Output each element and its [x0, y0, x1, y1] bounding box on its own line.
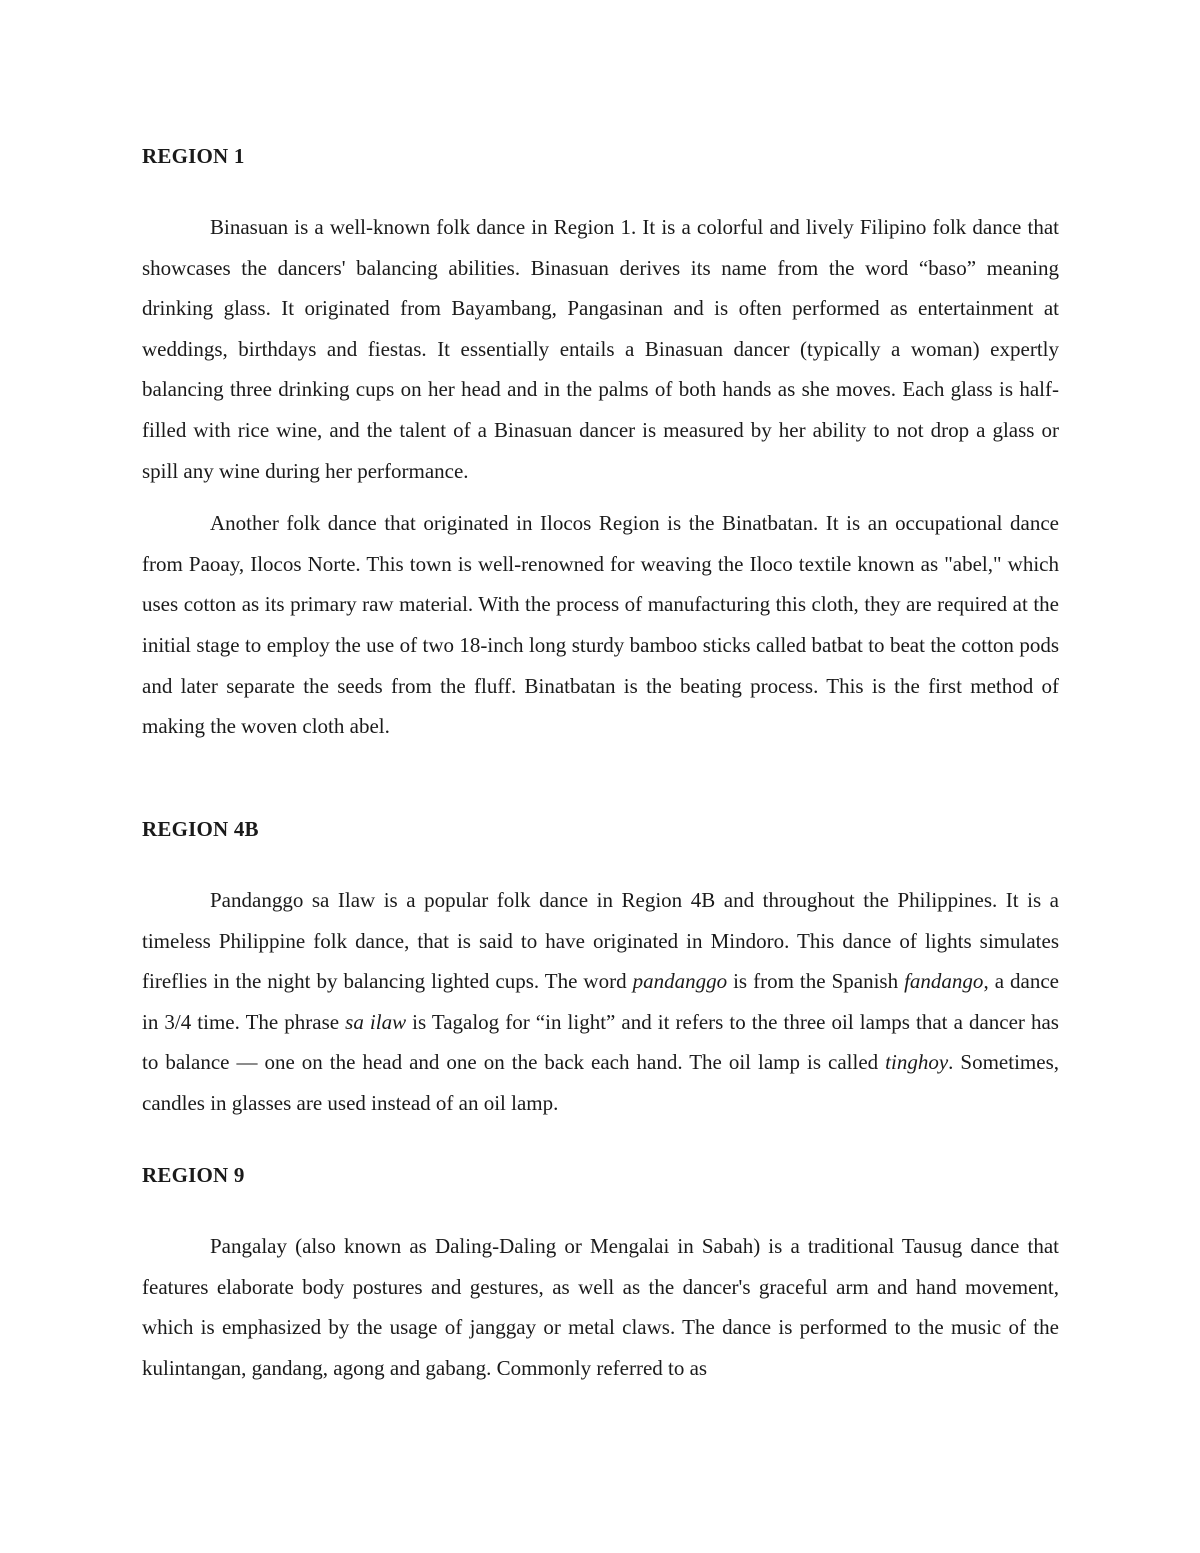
text-run: is from the Spanish — [727, 969, 905, 994]
paragraph — [142, 1226, 1059, 1388]
section-heading: REGION 9 — [142, 1163, 245, 1187]
section-heading: REGION 4B — [142, 817, 259, 841]
text-run: Another folk dance that originated in Ilocos Region is the Binatbatan. It is an occupational dance from Paoay, Ilocos Norte. This town is well-renowned for weaving the Iloco textile known as "abel," which uses cotton as its primary raw material. With the process of manufacturing this cloth, they are required at the initial stage to employ the use of two 18-inch long sturdy bamboo sticks called batbat to beat the cotton pods and later separate the seeds from the fluff. Binatbatan is the beating process. This is the first method of making the woven cloth abel. — [142, 511, 1059, 739]
text-run: is Tagalog for “in light” and it refers to the three oil lamps that a dancer has to balance — one on the head and one on the back each hand. The oil lamp is called — [142, 1009, 1059, 1075]
italic-term: pandanggo — [632, 969, 728, 994]
section-region-1 — [142, 143, 1059, 747]
paragraph — [142, 503, 1059, 747]
text-run: Pandanggo sa Ilaw is a popular folk dance in Region 4B and throughout the Philippines. It is a timeless Philippine folk dance, that is said to have originated in Mindoro. This dance of lights simulates fireflies in the night by balancing lighted cups. The word — [142, 888, 1059, 994]
section-region-9 — [142, 1162, 1059, 1388]
text-run: Pangalay (also known as Daling-Daling or Mengalai in Sabah) is a traditional Tausug dance that features elaborate body postures and gestures, as well as the dancer's graceful arm and hand movement, which is emphasized by the usage of janggay or metal claws. The dance is performed to the music of the kulintangan, gandang, agong and gabang. Commonly referred to as — [142, 1234, 1059, 1380]
text-run: , a dance in 3/4 time. The phrase — [142, 969, 1059, 1034]
paragraph — [142, 207, 1059, 491]
italic-term: sa ilaw — [345, 1009, 407, 1034]
italic-term: fandango — [904, 969, 984, 994]
text-run: . Sometimes, candles in glasses are used instead of an oil lamp. — [142, 1050, 1059, 1115]
paragraph — [142, 880, 1059, 1124]
section-heading: REGION 1 — [142, 144, 245, 168]
text-run: Binasuan is a well-known folk dance in Region 1. It is a colorful and lively Filipino folk dance that showcases the dancers' balancing abilities. Binasuan derives its name from the word “baso” meaning drinking glass. It originated from Bayambang, Pangasinan and is often performed as entertainment at weddings, birthdays and fiestas. It essentially entails a Binasuan dancer (typically a woman) expertly balancing three drinking cups on her head and in the palms of both hands as she moves. Each glass is half-filled with rice wine, and the talent of a Binasuan dancer is measured by her ability to not drop a glass or spill any wine during her performance. — [142, 215, 1059, 483]
section-region-4b — [142, 816, 1059, 1124]
italic-term: tinghoy — [885, 1050, 949, 1075]
